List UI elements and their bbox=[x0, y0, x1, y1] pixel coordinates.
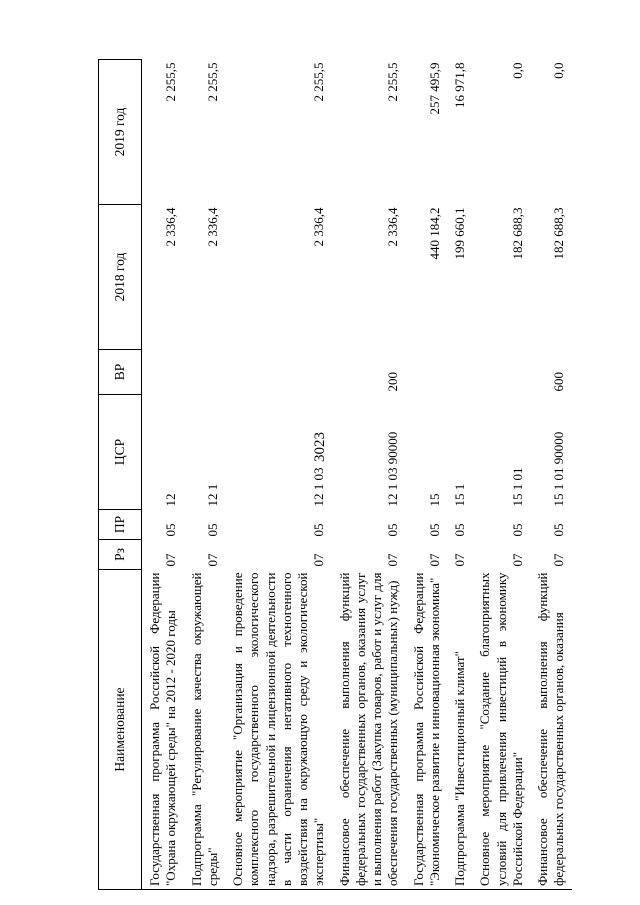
row-pr: 05 bbox=[551, 523, 567, 537]
header-pr: ПР bbox=[99, 510, 142, 540]
row-2019: 2 255,5 bbox=[204, 62, 220, 102]
table-row bbox=[332, 60, 406, 890]
row-2018: 2 336,4 bbox=[311, 207, 327, 247]
row-vr bbox=[225, 350, 332, 395]
row-name: Основное мероприятие "Организация и проведение комплексного государственного экологического надзора, разрешительной и лицензионной деятельности в части ограничения негативного техногенного воздействия на окружающую среду и экологической экспертизы" bbox=[225, 570, 332, 890]
row-name: Основное мероприятие "Создание благоприятных условий для привлечения инвестиций в экономику Российской Федерации" bbox=[472, 570, 530, 890]
row-csr: 12 1 03 bbox=[311, 467, 327, 507]
row-rz: 07 bbox=[551, 553, 567, 567]
row-rz: 07 bbox=[385, 553, 401, 567]
row-2018: 2 336,4 bbox=[385, 207, 401, 247]
table-row bbox=[406, 60, 448, 890]
row-pr: 05 bbox=[163, 523, 179, 537]
table-row bbox=[472, 60, 530, 890]
row-2018: 182 688,3 bbox=[509, 207, 525, 260]
row-2018: 199 660,1 bbox=[452, 207, 467, 260]
budget-table bbox=[98, 59, 572, 890]
row-pr: 05 bbox=[385, 523, 401, 537]
row-csr: 12 1 bbox=[204, 483, 220, 507]
row-name: Подпрограмма "Инвестиционный климат" bbox=[447, 570, 472, 890]
table-row bbox=[530, 60, 572, 890]
row-name: Финансовое обеспечение выполнения функций федеральных государственных органов, оказания услуг и выполнения работ (Закупка товаров, работ и услуг для обеспечения государственных (муниципальных) нужд) bbox=[332, 570, 406, 890]
row-2018: 2 336,4 bbox=[163, 207, 179, 247]
row-csr: 12 1 03 90000 bbox=[385, 431, 401, 507]
header-2019: 2019 год bbox=[99, 60, 142, 205]
page-number: 3023 bbox=[312, 432, 328, 462]
row-rz: 07 bbox=[509, 553, 525, 567]
row-2018: 182 688,3 bbox=[551, 207, 567, 260]
row-vr bbox=[472, 350, 530, 395]
row-rz: 07 bbox=[311, 553, 327, 567]
row-pr: 05 bbox=[426, 523, 442, 537]
row-pr: 05 bbox=[311, 523, 327, 537]
row-2019: 257 495,9 bbox=[426, 62, 442, 115]
table-row bbox=[447, 60, 472, 890]
row-csr: 15 bbox=[426, 493, 442, 507]
row-name: Государственная программа Российской Федерации "Экономическое развитие и инновационная экономика" bbox=[406, 570, 448, 890]
header-name: Наименование bbox=[99, 570, 142, 890]
row-2019: 2 255,5 bbox=[385, 62, 401, 102]
row-2019: 2 255,5 bbox=[163, 62, 179, 102]
budget-table-container bbox=[98, 60, 623, 890]
row-name: Финансовое обеспечение выполнения функций федеральных государственных органов, оказания bbox=[530, 570, 572, 890]
row-rz: 07 bbox=[163, 553, 179, 567]
row-2019: 0,0 bbox=[509, 62, 525, 79]
header-csr: ЦСР bbox=[99, 395, 142, 510]
header-rz: Рз bbox=[99, 540, 142, 570]
row-rz: 07 bbox=[452, 553, 467, 567]
row-2018: 440 184,2 bbox=[426, 207, 442, 260]
row-vr: 200 bbox=[385, 372, 401, 392]
row-csr: 15 1 01 90000 bbox=[551, 431, 567, 507]
row-vr bbox=[406, 350, 448, 395]
header-vr: ВР bbox=[99, 350, 142, 395]
row-2019: 16 971,8 bbox=[452, 62, 467, 108]
header-2018: 2018 год bbox=[99, 205, 142, 350]
row-pr: 05 bbox=[509, 523, 525, 537]
row-name: Государственная программа Российской Федерации "Охрана окружающей среды" на 2012 - 2020 годы bbox=[142, 570, 184, 890]
row-vr bbox=[447, 350, 472, 395]
table-row bbox=[142, 60, 184, 890]
table-row bbox=[184, 60, 226, 890]
row-vr bbox=[184, 350, 226, 395]
row-csr: 15 1 bbox=[452, 483, 467, 507]
row-name: Подпрограмма "Регулирование качества окружающей среды" bbox=[184, 570, 226, 890]
row-rz: 07 bbox=[426, 553, 442, 567]
row-csr: 12 bbox=[163, 493, 179, 507]
row-2018: 2 336,4 bbox=[204, 207, 220, 247]
row-pr: 05 bbox=[452, 523, 467, 537]
table-row bbox=[225, 60, 332, 890]
row-rz: 07 bbox=[204, 553, 220, 567]
table-header-row bbox=[99, 60, 142, 890]
row-2019: 0,0 bbox=[551, 62, 567, 79]
row-csr: 15 1 01 bbox=[509, 467, 525, 507]
row-vr: 600 bbox=[551, 372, 567, 392]
row-2019: 2 255,5 bbox=[311, 62, 327, 102]
row-vr bbox=[142, 350, 184, 395]
row-pr: 05 bbox=[204, 523, 220, 537]
